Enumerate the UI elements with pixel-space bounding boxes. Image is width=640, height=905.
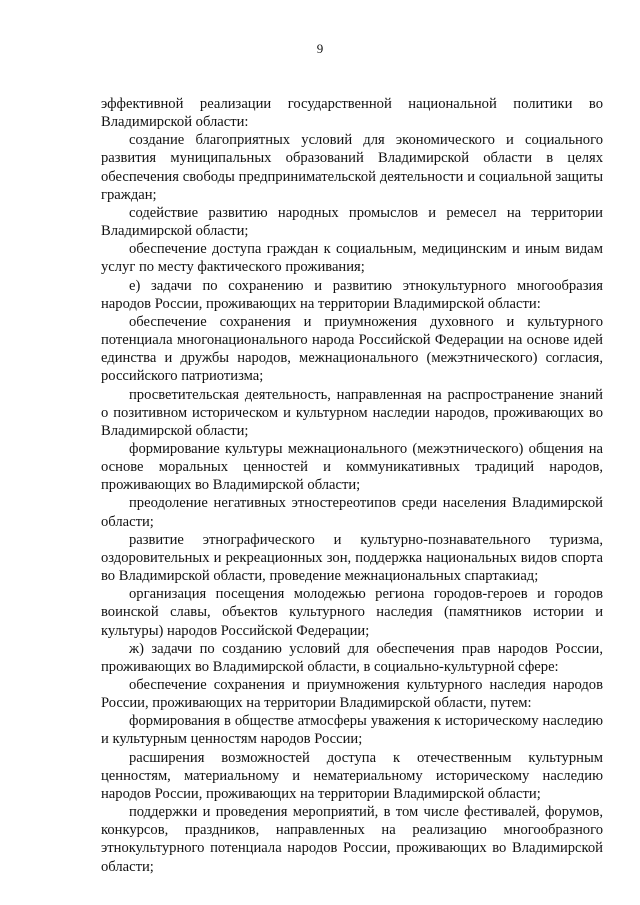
document-body: [101, 95, 603, 876]
paragraph-item: обеспечение сохранения и приумножения культурного наследия народов России, проживающих на территории Владимирской области, путем:: [101, 677, 603, 712]
paragraph-item: просветительская деятельность, направленная на распространение знаний о позитивном историческом и культурном наследии народов, проживающих во Владимирской области;: [101, 386, 603, 439]
paragraph-item: формирования в обществе атмосферы уважения к историческому наследию и культурным ценностям народов России;: [101, 713, 603, 748]
paragraph-item: расширения возможностей доступа к отечественным культурным ценностям, материальному и нематериальному историческому наследию народов России, проживающих на территории Владимирской области;: [101, 749, 603, 802]
paragraph-item: организация посещения молодежью региона городов-героев и городов воинской славы, объектов культурного наследия (памятников истории и культуры) народов Российской Федерации;: [101, 586, 603, 639]
paragraph-item: обеспечение сохранения и приумножения духовного и культурного потенциала многонационального народа Российской Федерации на основе идей единства и дружбы народов, межнационального (межэтнического) согласия, российского патриотизма;: [101, 313, 603, 385]
paragraph-item: создание благоприятных условий для экономического и социального развития муниципальных образований Владимирской области в целях обеспечения свободы предпринимательской деятельности и социальной защиты граждан;: [101, 132, 603, 203]
paragraph-item: преодоление негативных этностереотипов среди населения Владимирской области;: [101, 495, 603, 530]
paragraph-item: поддержки и проведения мероприятий, в том числе фестивалей, форумов, конкурсов, праздников, направленных на реализацию многообразного этнокультурного потенциала народов России, проживающих во Владимирской области;: [101, 804, 603, 875]
paragraph-item: развитие этнографического и культурно-познавательного туризма, оздоровительных и рекреационных зон, поддержка национальных видов спорта во Владимирской области, проведение межнациональных спартакиад;: [101, 531, 603, 585]
paragraph-item: формирование культуры межнационального (межэтнического) общения на основе моральных ценностей и коммуникативных традиций народов, проживающих во Владимирской области;: [101, 440, 603, 494]
paragraph-continuation: эффективной реализации государственной национальной политики во Владимирской области:: [101, 96, 603, 131]
paragraph-subsection-zh: ж) задачи по созданию условий для обеспечения прав народов России, проживающих во Владимирской области, в социально-культурной сфере:: [101, 640, 603, 675]
paragraph-item: содействие развитию народных промыслов и ремесел на территории Владимирской области;: [101, 204, 603, 240]
paragraph-subsection-e: е) задачи по сохранению и развитию этнокультурного многообразия народов России, проживающих на территории Владимирской области:: [101, 277, 603, 312]
page-number: 9: [316, 41, 324, 56]
paragraph-item: обеспечение доступа граждан к социальным, медицинским и иным видам услуг по месту фактического проживания;: [101, 241, 603, 276]
